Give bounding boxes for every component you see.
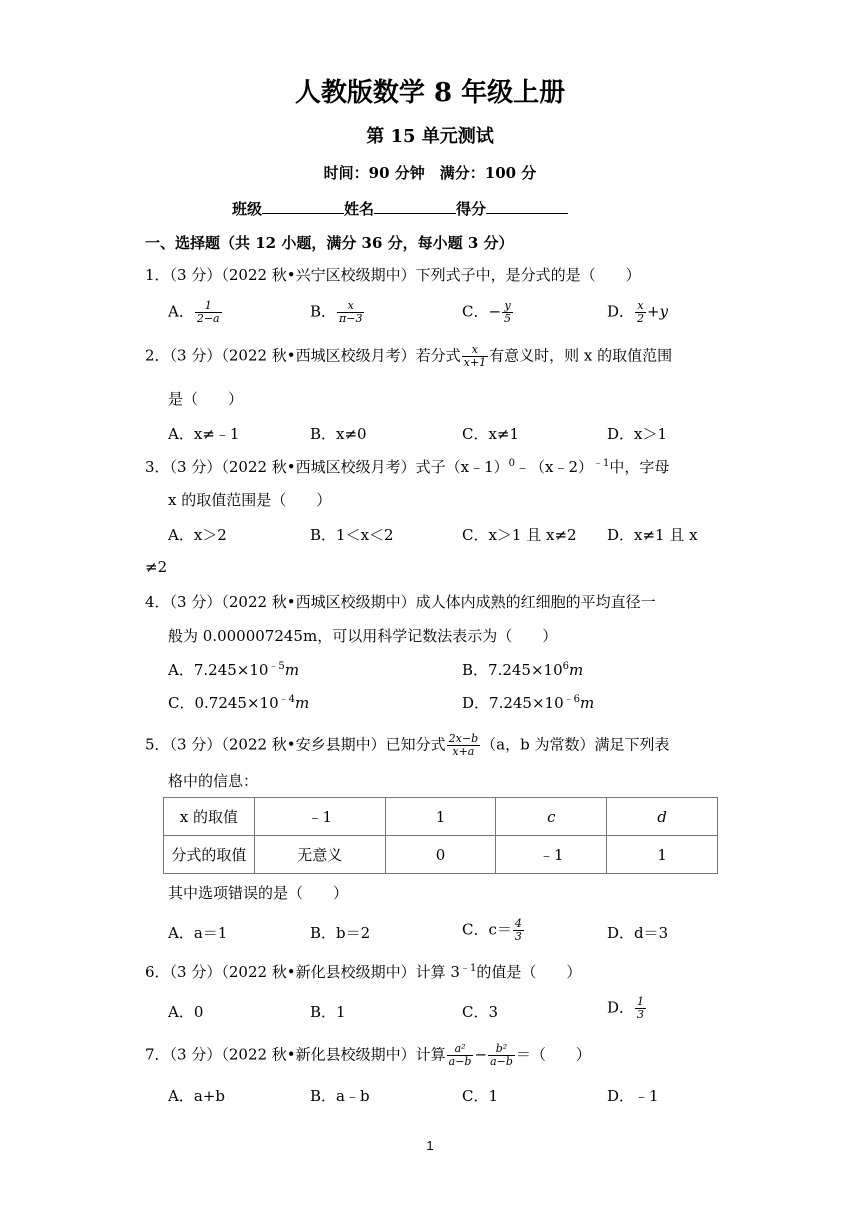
q4-option-a: A．$7.245\times 10^{﹣5}m$ [168, 661, 300, 679]
question-3: 3．（3 分）（2022 秋•西城区校级月考）式子（x﹣1）$^0$﹣（x﹣2）$^{﹣1}$中，字母 [145, 458, 670, 476]
score-blank [486, 199, 568, 214]
q2-option-c: C．x≠1 [462, 425, 520, 443]
q7-option-a: A．a+b [168, 1087, 225, 1105]
q4-option-b: B．$7.245\times 10^6m$ [462, 661, 584, 679]
table-cell: c [496, 798, 607, 836]
table-cell: 无意义 [254, 836, 385, 874]
q3-option-d: D．x≠1 且 x [607, 526, 698, 544]
table-cell: 1 [385, 798, 496, 836]
fraction: $\frac{x}{2}$ [637, 299, 645, 325]
fraction: $\frac{\text{a²}}{a-b}$ [448, 1042, 472, 1068]
name-label: 姓名 [344, 200, 375, 218]
q3-option-a: A．x＞2 [168, 526, 227, 544]
q4-option-c: C．$0.7245\times 10^{﹣4}m$ [168, 694, 310, 712]
q2-option-b: B．x≠0 [310, 425, 367, 443]
fraction: $\frac{2x-b}{x+a}$ [448, 732, 479, 758]
class-label: 班级 [232, 200, 263, 218]
q5-option-d: D．d＝3 [607, 924, 669, 942]
student-info-fields [232, 198, 568, 219]
q3-option-b: B．1＜x＜2 [310, 526, 394, 544]
table-row [164, 798, 718, 836]
table-cell: x 的取值 [164, 798, 255, 836]
question-2: 2．（3 分）（2022 秋•西城区校级月考）若分式 $\frac{x}{x+1}$ 有意义时，则 x 的取值范围 [145, 343, 673, 369]
fraction: $\frac{\text{b²}}{a-b}$ [490, 1042, 513, 1068]
question-number: 1． [145, 266, 170, 284]
q7-option-c: C．1 [462, 1087, 499, 1105]
q5-option-a: A．a＝1 [168, 924, 228, 942]
q6-option-b: B．1 [310, 1003, 346, 1021]
question-3-cont: x 的取值范围是（ ） [168, 491, 332, 509]
table-cell: 分式的取值 [164, 836, 255, 874]
q5-option-b: B．b＝2 [310, 924, 371, 942]
q2-option-a: A．x≠﹣1 [168, 425, 240, 443]
question-1 [145, 264, 641, 285]
q3-option-c: C．x＞1 且 x≠2 [462, 526, 577, 544]
q5-option-c: C．c＝ $\frac{4}{3}$ [462, 917, 522, 943]
fraction: $\frac{1}{2-a}$ [196, 299, 220, 325]
q2-option-d: D．x＞1 [607, 425, 668, 443]
question-4-cont: 般为 0.000007245m，可以用科学记数法表示为（ ） [168, 627, 558, 645]
q6-option-d: D． $\frac{1}{3}$ [607, 995, 645, 1021]
question-4: 4．（3 分）（2022 秋•西城区校级期中）成人体内成熟的红细胞的平均直径一 [145, 593, 656, 611]
fraction: $\frac{4}{3}$ [514, 917, 522, 943]
unit-title: 第 15 单元测试 [366, 126, 494, 147]
question-5-cont: 格中的信息： [168, 772, 259, 790]
question-5-after: 其中选项错误的是（ ） [168, 884, 349, 902]
table-cell: ﹣1 [496, 836, 607, 874]
document-title: 人教版数学 8 年级上册 [294, 78, 566, 108]
table-cell: 0 [385, 836, 496, 874]
table-cell: ﹣1 [254, 798, 385, 836]
q6-option-c: C．3 [462, 1003, 499, 1021]
question-6: 6．（3 分）（2022 秋•新化县校级期中）计算 $3^{﹣1}$的值是（ ） [145, 963, 582, 981]
q4-option-d: D．$7.245\times 10^{﹣6}m$ [462, 694, 595, 712]
q3-option-d-cont: ≠2 [145, 558, 168, 576]
q7-option-d: D．﹣1 [607, 1087, 659, 1105]
question-7: 7．（3 分）（2022 秋•新化县校级期中）计算 $\frac{\text{a²}}{a-b}$ − $\frac{\text{b²}}{a-b}$ ＝（ ） [145, 1042, 591, 1068]
table-row [164, 836, 718, 874]
fraction: $\frac{x}{\pi-3}$ [339, 299, 363, 325]
question-2-cont: 是（ ） [168, 390, 244, 408]
q1-option-a: A． $\frac{1}{2-a}$ [168, 299, 220, 325]
q6-option-a: A．0 [168, 1003, 204, 1021]
name-blank [374, 199, 456, 214]
q1-option-c: C．− $\frac{y}{5}$ [462, 299, 512, 325]
value-table [163, 797, 718, 874]
table-cell: 1 [607, 836, 718, 874]
fraction: $\frac{1}{3}$ [637, 995, 645, 1021]
class-blank [262, 199, 344, 214]
question-stem: （3 分）（2022 秋•兴宁区校级期中）下列式子中，是分式的是（ ） [169, 266, 641, 284]
section-heading: 一、选择题（共 12 小题，满分 36 分，每小题 3 分） [145, 234, 514, 252]
fraction: $\frac{y}{5}$ [504, 299, 512, 325]
page-number: 1 [426, 1138, 434, 1153]
fraction: $\frac{x}{x+1}$ [463, 343, 487, 369]
q7-option-b: B．a﹣b [310, 1087, 370, 1105]
q1-option-b: B． $\frac{x}{\pi-3}$ [310, 299, 363, 325]
score-label: 得分 [456, 200, 487, 218]
exam-meta: 时间：90 分钟 满分：100 分 [323, 164, 537, 182]
q1-option-d: D． $\frac{x}{2}$ +y [607, 299, 669, 325]
table-cell: d [607, 798, 718, 836]
question-5: 5．（3 分）（2022 秋•安乡县期中）已知分式 $\frac{2x-b}{x+a}$ （a，b 为常数）满足下列表 [145, 732, 670, 758]
